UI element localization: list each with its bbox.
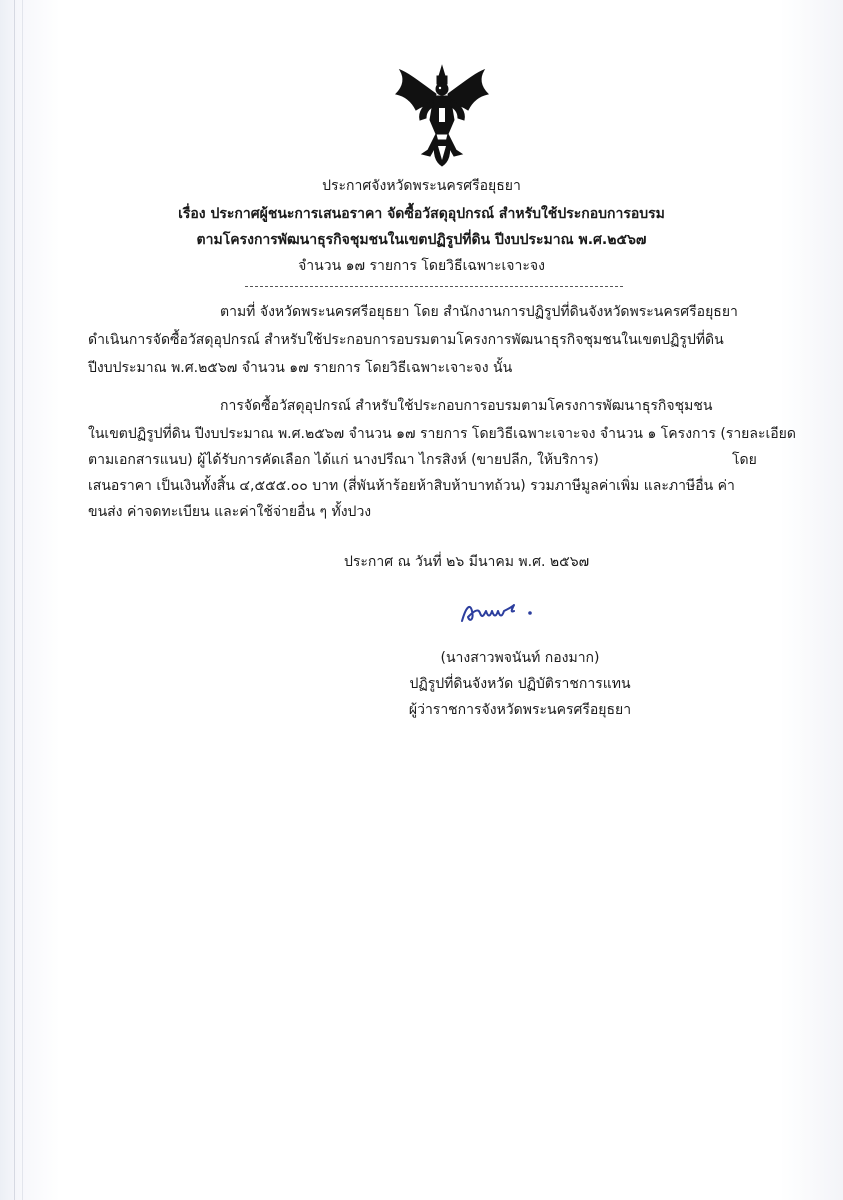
subject-line-2: ตามโครงการพัฒนาธุรกิจชุมชนในเขตปฏิรูปที่ดิน ปีงบประมาณ พ.ศ.๒๕๖๗: [196, 232, 647, 248]
handwritten-signature: [456, 593, 556, 633]
subject-line-1: เรื่อง ประกาศผู้ชนะการเสนอราคา จัดซื้อวัสดุอุปกรณ์ สำหรับใช้ประกอบการอบรม: [178, 206, 665, 222]
paragraph-2-line-1: การจัดซื้อวัสดุอุปกรณ์ สำหรับใช้ประกอบการอบรมตามโครงการพัฒนาธุรกิจชุมชน: [220, 398, 713, 414]
paragraph-2-line-2: ในเขตปฏิรูปที่ดิน ปีงบประมาณ พ.ศ.๒๕๖๗ จำนวน ๑๗ รายการ โดยวิธีเฉพาะเจาะจง จำนวน ๑ โครงการ (รายละเอียด: [88, 426, 796, 442]
paragraph-1-line-1: ตามที่ จังหวัดพระนครศรีอยุธยา โดย สำนักงานการปฏิรูปที่ดินจังหวัดพระนครศรีอยุธยา: [220, 304, 738, 320]
garuda-emblem-icon: [392, 64, 492, 168]
paragraph-2-line-4: เสนอราคา เป็นเงินทั้งสิ้น ๔,๕๕๕.๐๐ บาท (สี่พันห้าร้อยห้าสิบห้าบาทถ้วน) รวมภาษีมูลค่าเพิ่ม และภาษีอื่น ค่า: [88, 478, 735, 494]
announce-date: ประกาศ ณ วันที่ ๒๖ มีนาคม พ.ศ. ๒๕๖๗: [344, 554, 590, 570]
paragraph-1-line-3: ปีงบประมาณ พ.ศ.๒๕๖๗ จำนวน ๑๗ รายการ โดยวิธีเฉพาะเจาะจง นั้น: [88, 360, 513, 376]
signer-position-2: ผู้ว่าราชการจังหวัดพระนครศรีอยุธยา: [408, 702, 632, 718]
subject-line-3: จำนวน ๑๗ รายการ โดยวิธีเฉพาะเจาะจง: [298, 258, 545, 274]
signer-position-1: ปฏิรูปที่ดินจังหวัด ปฏิบัติราชการแทน: [409, 676, 631, 692]
paragraph-2-line-3-end: โดย: [732, 452, 757, 468]
paragraph-2-line-5: ขนส่ง ค่าจดทะเบียน และค่าใช้จ่ายอื่น ๆ ทั้งปวง: [88, 504, 372, 520]
header-divider: [245, 286, 623, 287]
paragraph-2-line-3: ตามเอกสารแนบ) ผู้ได้รับการคัดเลือก ได้แก่ นางปรีณา ไกรสิงห์ (ขายปลีก, ให้บริการ): [88, 452, 599, 468]
paragraph-1-line-2: ดำเนินการจัดซื้อวัสดุอุปกรณ์ สำหรับใช้ประกอบการอบรมตามโครงการพัฒนาธุรกิจชุมชนในเขตปฏิรูปที่ดิน: [88, 332, 724, 348]
signer-name: (นางสาวพจนันท์ กองมาก): [440, 650, 600, 666]
document-title: ประกาศจังหวัดพระนครศรีอยุธยา: [322, 178, 521, 194]
